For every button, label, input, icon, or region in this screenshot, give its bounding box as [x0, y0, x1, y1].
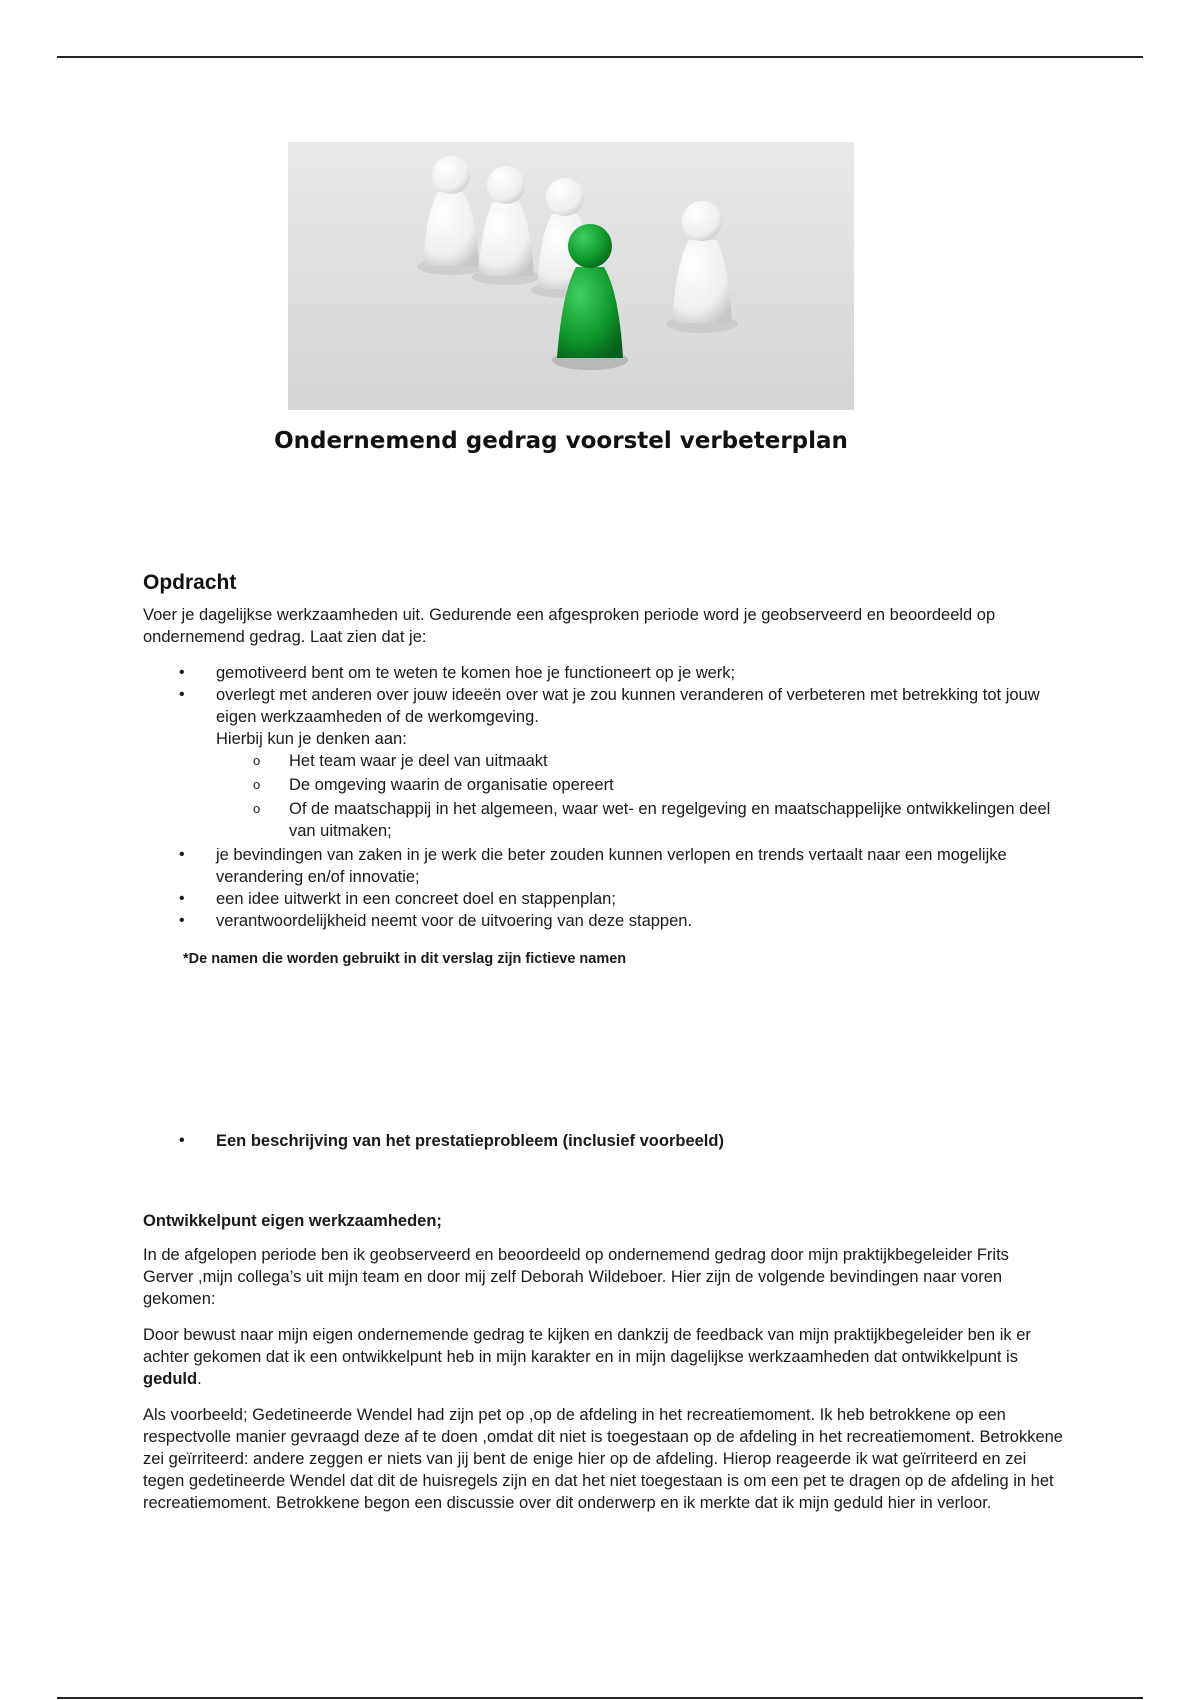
paragraph: Als voorbeeld; Gedetineerde Wendel had zijn pet op ,op de afdeling in het recreatiemoment. Ik heb betrokkene op een respectvolle manier gevraagd deze af te doen ,omdat dit niet is toegestaan op de afdeling in het recreatiemoment. Betrokkene zei geïrriteerd: andere zeggen er niets van jij bent de enige hier op de afdeling. Hierop reageerde ik wat geïrriteerd en zei tegen gedetineerde Wendel dat dit de huisregels zijn en dat het niet toegestaan is om een pet te dragen op de afdeling in het recreatiemoment. Betrokkene begon een discussie over dit onderwerp en ik merkte dat ik mijn geduld hier in verloor. — [143, 1406, 1063, 1512]
sub-list-item: o De omgeving waarin de organisatie opereert — [216, 774, 1063, 796]
document-title: Ondernemend gedrag voorstel verbeterplan — [274, 428, 848, 454]
list-item: • Een beschrijving van het prestatieprobleem (inclusief voorbeeld) — [143, 1130, 1063, 1152]
paragraph: In de afgelopen periode ben ik geobserveerd en beoordeeld op ondernemend gedrag door mijn praktijkbegeleider Frits Gerver ,mijn collega’s uit mijn team en door mij zelf Deborah Wildeboer. Hier zijn de volgende bevindingen naar voren gekomen: — [143, 1246, 1009, 1308]
assignment-section — [143, 572, 1063, 970]
bottom-rule — [57, 1697, 1143, 1699]
list-item: • gemotiveerd bent om te weten te komen hoe je functioneert op je werk; — [143, 662, 1063, 684]
list-item: • overlegt met anderen over jouw ideeën over wat je zou kunnen veranderen of verbeteren met betrekking tot jouw eigen werkzaamheden of de werkomgeving. Hierbij kun je denken aan: o Het team waar je deel van uitmaakt o De omgeving waarin de organisatie opereert o Of de maatschappij in het algemeen, waar wet- en regelgeving en maatschappelijke ontwikkelingen deel van uitmaken; — [143, 684, 1063, 842]
list-item: • een idee uitwerkt in een concreet doel en stappenplan; — [143, 888, 1063, 910]
sub-list — [216, 750, 1063, 842]
sub-list-item: o Of de maatschappij in het algemeen, waar wet- en regelgeving en maatschappelijke ontwikkelingen deel van uitmaken; — [216, 798, 1063, 842]
header-image — [288, 142, 854, 410]
subsection-heading: Ontwikkelpunt eigen werkzaamheden; — [143, 1212, 442, 1230]
development-point-section — [143, 1210, 1063, 1528]
fictitious-names-note: *De namen die worden gebruikt in dit verslag zijn fictieve namen — [183, 951, 627, 967]
sub-list-item: o Het team waar je deel van uitmaakt — [216, 750, 1063, 772]
description-bullet-block — [143, 1130, 1063, 1152]
list-item: • verantwoordelijkheid neemt voor de uitvoering van deze stappen. — [143, 910, 1063, 932]
paragraph: Door bewust naar mijn eigen ondernemende gedrag te kijken en dankzij de feedback van mijn praktijkbegeleider ben ik er achter gekomen dat ik een ontwikkelpunt heb in mijn karakter en in mijn dagelijkse werkzaamheden dat ontwikkelpunt is geduld. — [143, 1326, 1031, 1388]
list-item: • je bevindingen van zaken in je werk die beter zouden kunnen verlopen en trends vertaalt naar een mogelijke verandering en/of innovatie; — [143, 844, 1063, 888]
requirements-list — [143, 662, 1063, 932]
top-rule — [57, 56, 1143, 58]
pawns-illustration — [288, 142, 854, 410]
intro-paragraph: Voer je dagelijkse werkzaamheden uit. Gedurende een afgesproken periode word je geobserveerd en beoordeeld op ondernemend gedrag. Laat zien dat je: — [143, 606, 996, 646]
section-heading: Opdracht — [143, 571, 237, 594]
